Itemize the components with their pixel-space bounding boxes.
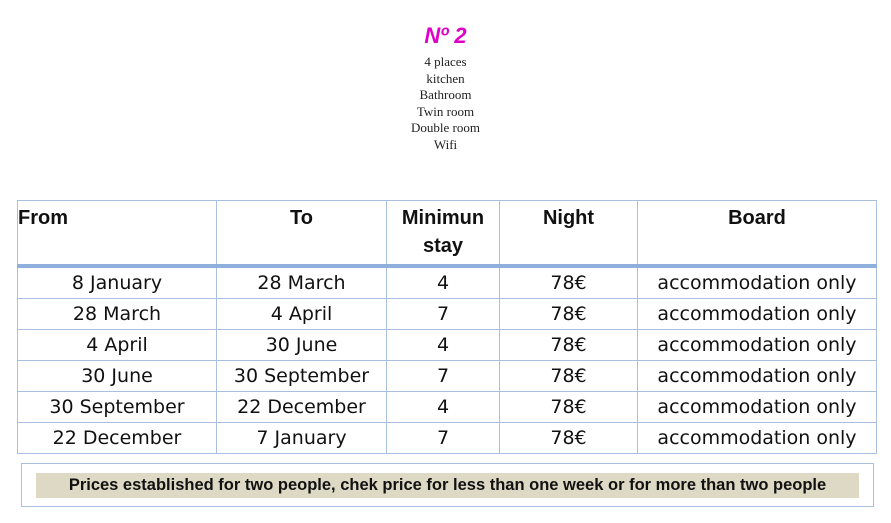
table-row: [18, 361, 877, 392]
cell-night-price: 78€: [500, 361, 638, 392]
cell-from: 28 March: [18, 299, 217, 330]
cell-night-price: 78€: [500, 299, 638, 330]
header-minimum-stay-line1: Minimun: [401, 207, 485, 229]
cell-board: accommodation only: [638, 266, 877, 299]
cell-to: 4 April: [217, 299, 387, 330]
table-row: [18, 392, 877, 423]
cell-from: 8 January: [18, 266, 217, 299]
cell-from: 4 April: [18, 330, 217, 361]
cell-minimum-stay: 7: [387, 361, 500, 392]
feature-item: Twin room: [416, 103, 475, 119]
cell-board: accommodation only: [638, 392, 877, 423]
header-from: From: [18, 201, 217, 267]
cell-to: 30 June: [217, 330, 387, 361]
cell-minimum-stay: 4: [387, 266, 500, 299]
cell-from: 22 December: [18, 423, 217, 454]
feature-item: Wifi: [433, 136, 458, 152]
cell-night-price: 78€: [500, 423, 638, 454]
cell-from: 30 September: [18, 392, 217, 423]
price-table: [17, 200, 877, 454]
pricing-note-box: [21, 463, 874, 507]
header-minimum-stay: [387, 201, 500, 267]
cell-night-price: 78€: [500, 266, 638, 299]
cell-to: 22 December: [217, 392, 387, 423]
table-row: [18, 266, 877, 299]
table-row: [18, 330, 877, 361]
feature-item: Bathroom: [419, 87, 472, 102]
table-header-row: [18, 201, 877, 267]
cell-board: accommodation only: [638, 423, 877, 454]
cell-night-price: 78€: [500, 330, 638, 361]
room-title: Nº 2: [424, 23, 467, 48]
pricing-note: Prices established for two people, chek price for less than one week or for more than two people: [36, 473, 859, 498]
cell-minimum-stay: 4: [387, 330, 500, 361]
cell-night-price: 78€: [500, 392, 638, 423]
table-row: [18, 423, 877, 454]
feature-item: 4 places: [424, 54, 467, 69]
header-minimum-stay-line2: stay: [422, 235, 464, 257]
cell-to: 28 March: [217, 266, 387, 299]
feature-item: Double room: [411, 120, 480, 135]
cell-board: accommodation only: [638, 330, 877, 361]
room-header: [0, 22, 891, 153]
cell-to: 7 January: [217, 423, 387, 454]
cell-board: accommodation only: [638, 361, 877, 392]
cell-to: 30 September: [217, 361, 387, 392]
header-to: To: [217, 201, 387, 267]
header-board: Board: [638, 201, 877, 267]
cell-minimum-stay: 7: [387, 299, 500, 330]
cell-minimum-stay: 7: [387, 423, 500, 454]
header-night: Night: [500, 201, 638, 267]
feature-item: kitchen: [426, 70, 465, 86]
cell-minimum-stay: 4: [387, 392, 500, 423]
table-row: [18, 299, 877, 330]
cell-board: accommodation only: [638, 299, 877, 330]
room-features: [0, 54, 891, 153]
cell-from: 30 June: [18, 361, 217, 392]
